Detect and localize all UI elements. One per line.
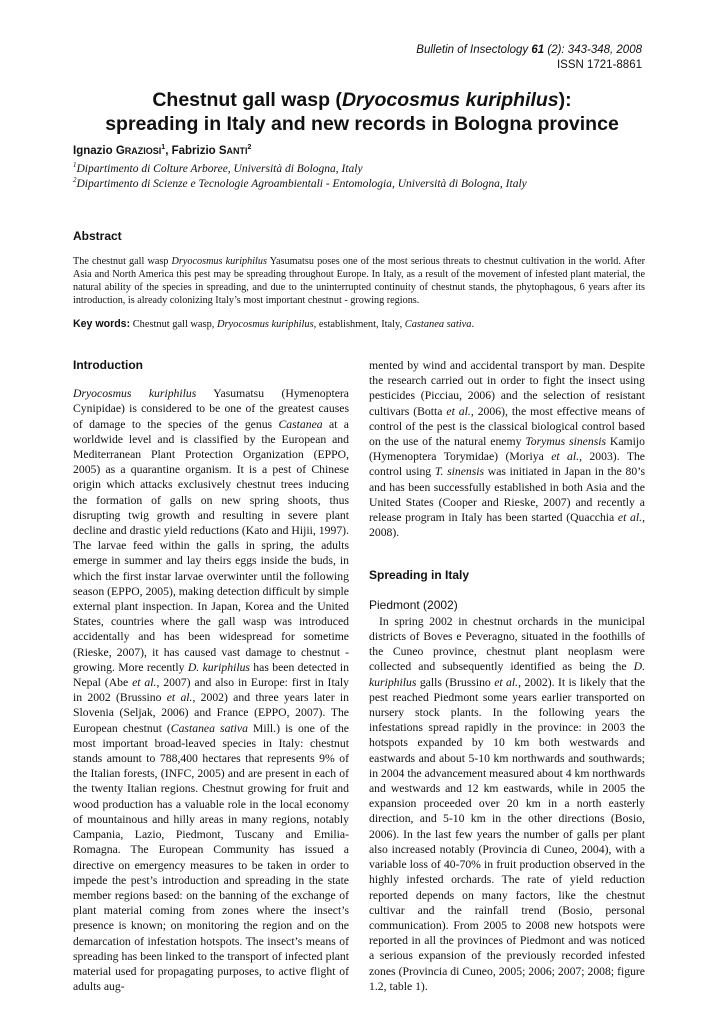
piedmont-paragraph: In spring 2002 in chestnut orchards in the municipal districts of Boves e Peveragno, situated in the foothills of the Cuneo province, chestnut plant neoplasm were collected and subsequently identified as being the D. kuriphilus galls (Brussino et al., 2002). It is likely that the pest reached Piedmont some years earlier transported on nursery stock plants. In the following years the infestations spread rapidly in the province: in 2003 the hotspots expanded by 10 km both westwards and eastwards and about 5-10 km northwards and southwards; in 2004 the advancement measured about 4 km northwards and westwards and 12 km eastwards, while in 2005 the expansion proceeded over 20 km in a north easterly direction, and 5-10 km in the other directions (Bosio, 2006). In the last few years the number of galls per plant also increased notably (Provincia di Cuneo, 2004), with a variable loss of 40-70% in fruit production observed in the highly infested orchards. The rate of yield reduction reported depends on many factors, like the chestnut cultivar and the rainfall trend (Bosio, personal communication). From 2005 to 2008 new hotspots were reported in all the provinces of Piedmont and was noticed a serious expansion of the previously recorded infested zones (Provincia di Cuneo, 2005; 2006; 2007; 2008; figure 1.2, table 1). xyxy=(369,614,646,993)
keywords: Key words: Chestnut gall wasp, Dryocosmus kuriphilus, establishment, Italy, Castanea sativa. xyxy=(73,318,475,330)
title-line-2: spreading in Italy and new records in Bologna province xyxy=(105,113,619,135)
affiliation-1: $^1$Dipartimento di Colture Arboree, Università di Bologna, Italy xyxy=(73,161,363,175)
spreading-heading: Spreading in Italy xyxy=(369,568,470,583)
journal-issue-pages: (2): 343-348, 2008 xyxy=(544,44,642,56)
affiliation-2: $^2$Dipartimento di Scienze e Tecnologie Agroambientali - Entomologia, Università di Bologna, Italy xyxy=(73,176,527,190)
abstract-body: The chestnut gall wasp Dryocosmus kuriphilus Yasumatsu poses one of the most serious threats to chestnut cultivation in the world. After Asia and North America this pest may be spreading throughout Europe. In Italy, as a result of the movement of infested plant material, the natural ability of the species in spreading, and due to the uninterrupted continuity of chestnut stands, the phytophagous, 6 years after its introduction, is already colonizing Italy’s most important chestnut - growing regions. xyxy=(73,256,645,307)
right-column xyxy=(369,358,645,994)
paper-title xyxy=(60,88,664,136)
abstract-heading: Abstract xyxy=(73,229,122,243)
issn: ISSN 1721-8861 xyxy=(556,59,642,71)
piedmont-subheading: Piedmont (2002) xyxy=(369,597,458,612)
left-column xyxy=(73,358,349,994)
author-list: Ignazio GRAZIOSI$^1$, Fabrizio SANTI$^2$ xyxy=(73,144,252,157)
journal-volume: 61 xyxy=(531,44,545,56)
title-species: Dryocosmus kuriphilus xyxy=(341,89,559,111)
keywords-label: Key words: xyxy=(73,318,131,330)
journal-name: Bulletin of Insectology xyxy=(416,44,532,56)
introduction-continued: mented by wind and accidental transport by man. Despite the research carried out in order to fight the insect using pesticides (Picciau, 2006) and the selection of resistant cultivars (Botta et al., 2006), the most effective means of control of the pest is the classical biological control based on the use of the natural enemy Torymus sinensis Kamijo (Hymenoptera Torymidae) (Moriya et al., 2003). The control using T. sinensis was initiated in Japan in the 80’s and has been successfully established in both Asia and the United States (Cooper and Rieske, 2007) and recently a release program in Italy has been started (Quacchia et al., 2008). xyxy=(369,359,646,540)
title-line-1: Chestnut gall wasp (Dryocosmus kuriphilus): xyxy=(152,89,572,111)
journal-citation xyxy=(416,43,642,57)
introduction-heading: Introduction xyxy=(73,358,143,372)
introduction-paragraph: Dryocosmus kuriphilus Yasumatsu (Hymenoptera Cynipidae) is considered to be one of the greatest causes of damage to the species of the genus Castanea at a worldwide level and is classified by the European and Mediterranean Plant Protection Organization (EPPO, 2005) as a quarantine organism. It is a pest of Chinese origin which attacks exclusively chestnut trees inducing the formation of galls on new spring shoots, thus disrupting twig growth and resulting in severe plant decline and drastic yield reductions (Kato and Hijii, 1997). The larvae feed within the galls in spring, the adults emerge in summer and lay theirs eggs inside the buds, in which the first instar larvae overwinter until the following season (EPPO, 2005), making detection difficult by simple external plant inspection. In Japan, Korea and the United States, countries where the gall wasp was introduced accidentally and has been widespread for sometime (Rieske, 2007), it has caused vast damage to chestnut - growing. More recently D. kuriphilus has been detected in Nepal (Abe et al., 2007) and also in Europe: first in Italy in 2002 (Brussino et al., 2002) and three years later in Slovenia (Seljak, 2006) and France (EPPO, 2007). The European chestnut (Castanea sativa Mill.) is one of the most important broad-leaved species in Italy: chestnut stands amount to 788,400 hectares that represents 9% of the Italian forests, (INFC, 2005) and are present in each of the twenty Italian regions. Chestnut growing for fruit and wood production has a valuable role in the local economy of mountainous and hilly areas in many regions, notably Campania, Lazio, Piedmont, Tuscany and Emilia-Romagna. The European Community has issued a directive on emergency measures to be taken in order to impede the pest’s introduction and spreading in the state member regions based: on the banning of the exchange of plant material coming from zones where the insect’s presence is known; on monitoring the region and on the demarcation of infestation hotspots. The insect’s means of spreading has been linked to the transport of infected plant material used for propagating purposes, to active flight of adults aug- xyxy=(73,387,350,994)
